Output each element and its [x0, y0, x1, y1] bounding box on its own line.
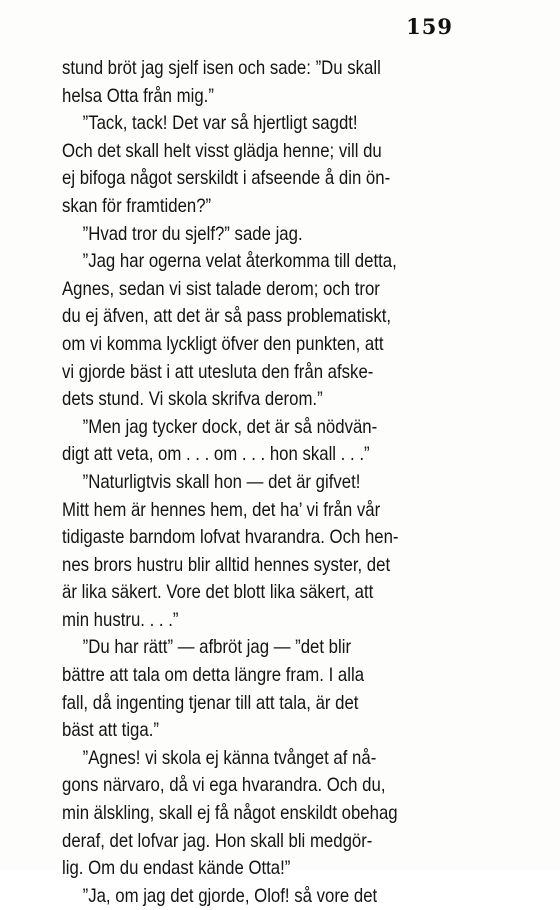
- text-line: gons närvaro, då vi ega hvarandra. Och du,: [62, 774, 386, 797]
- text-line: bäst att tiga.”: [62, 719, 159, 742]
- text-line: ”Men jag tycker dock, det är så nödvän-: [82, 415, 378, 438]
- text-line: ”Agnes! vi skola ej känna tvånget af nå-: [82, 746, 377, 769]
- text-line: skan för framtiden?”: [62, 194, 212, 217]
- text-line: ”Naturligtvis skall hon — det är gifvet!: [82, 470, 361, 493]
- text-line: min älskling, skall ej få något enskildt obehag: [62, 802, 398, 825]
- text-line: bättre att tala om detta längre fram. I alla: [62, 664, 365, 687]
- text-line: Och det skall helt visst glädja henne; vill du: [62, 139, 382, 162]
- page-number: 159: [406, 14, 453, 39]
- text-line: om vi komma lyckligt öfver den punkten, att: [62, 332, 384, 355]
- text-line: tidigaste barndom lofvat hvarandra. Och hen-: [62, 526, 399, 549]
- text-line: helsa Otta från mig.”: [62, 84, 214, 107]
- text-line: ”Du har rätt” — afbröt jag — ”det blir: [82, 636, 352, 659]
- text-line: vi gjorde bäst i att utesluta den från afske-: [62, 360, 374, 383]
- text-line: ”Tack, tack! Det var så hjertligt sagdt!: [82, 112, 358, 135]
- text-line: Mitt hem är hennes hem, det ha’ vi från vår: [62, 498, 381, 521]
- text-line: deraf, det lofvar jag. Hon skall bli medgör-: [62, 829, 373, 852]
- text-line: ”Ja, om jag det gjorde, Olof! så vore det: [82, 884, 378, 907]
- text-line: du ej äfven, att det är så pass problematiskt,: [62, 305, 392, 328]
- text-line: ej bifoga något serskildt i afseende å din ön-: [62, 167, 391, 190]
- text-line: fall, då ingenting tjenar till att tala, är det: [62, 691, 359, 714]
- text-line: min hustru. . . .”: [62, 608, 179, 631]
- text-line: stund bröt jag sjelf isen och sade: ”Du skall: [62, 57, 381, 79]
- body-text: [62, 55, 473, 910]
- text-line: ”Hvad tror du sjelf?” sade jag.: [82, 222, 303, 245]
- text-line: ”Jag har ogerna velat återkomma till detta,: [82, 250, 397, 273]
- text-line: är lika säkert. Vore det blott lika säkert, att: [62, 581, 374, 604]
- text-line: Agnes, sedan vi sist talade derom; och tror: [62, 277, 380, 300]
- text-line: nes brors hustru blir alltid hennes syster, det: [62, 553, 391, 576]
- text-line: lig. Om du endast kände Otta!”: [62, 857, 291, 880]
- text-line: dets stund. Vi skola skrifva derom.”: [62, 388, 323, 411]
- text-line: digt att veta, om . . . om . . . hon skall . . .”: [62, 443, 370, 466]
